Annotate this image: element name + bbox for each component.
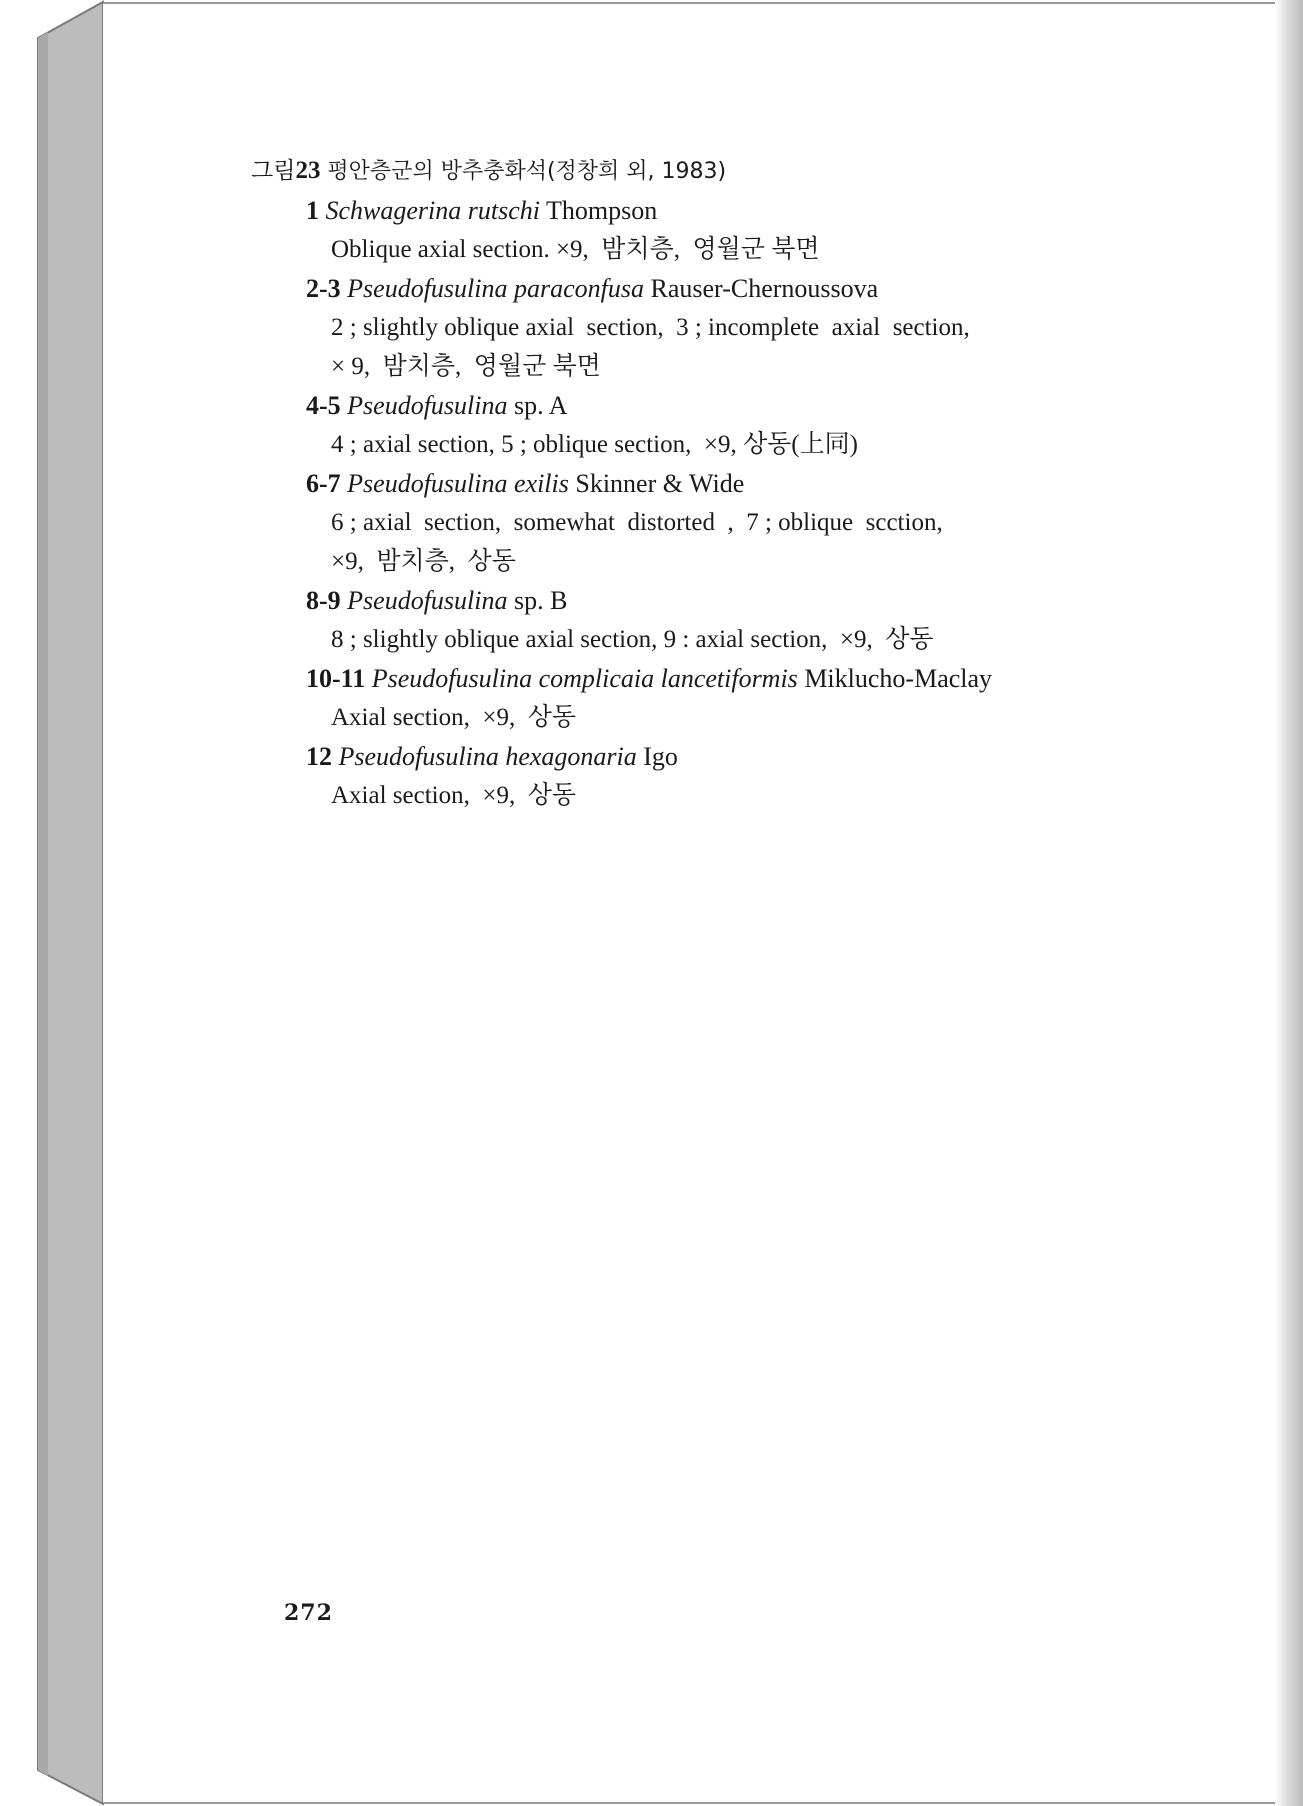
entry-description-line: 6 ; axial section, somewhat distorted , 7 ; oblique scction, bbox=[331, 509, 943, 536]
entry-heading bbox=[306, 386, 1155, 425]
entry-heading bbox=[306, 659, 1155, 698]
entry-number: 12 bbox=[306, 742, 332, 771]
entry-number: 4-5 bbox=[306, 391, 341, 420]
species-name: Pseudofusulina paraconfusa bbox=[347, 274, 645, 303]
figure-label: 그림 bbox=[251, 158, 296, 184]
entry-description-line: ×9, 밤치층, 상동 bbox=[331, 548, 516, 575]
caption-entry bbox=[306, 659, 1155, 737]
entry-description-line: Axial section, ×9, 상동 bbox=[331, 704, 577, 731]
figure-caption bbox=[251, 152, 1155, 815]
species-author: Skinner & Wide bbox=[575, 469, 745, 498]
species-author: Miklucho-Maclay bbox=[804, 664, 993, 693]
species-name: Pseudofusulina hexagonaria bbox=[338, 742, 637, 771]
entry-number: 10-11 bbox=[306, 664, 366, 693]
species-name: Pseudofusulina complicaia lancetiformis bbox=[371, 664, 798, 693]
entry-description-line: Oblique axial section. ×9, 밤치층, 영월군 북면 bbox=[331, 236, 820, 263]
species-author: sp. B bbox=[514, 586, 568, 615]
species-author: Thompson bbox=[546, 196, 658, 225]
species-author: sp. A bbox=[514, 391, 568, 420]
species-author: Igo bbox=[643, 742, 678, 771]
entry-description-line: Axial section, ×9, 상동 bbox=[331, 782, 577, 809]
entry-description-line: 8 ; slightly oblique axial section, 9 : axial section, ×9, 상동 bbox=[331, 626, 934, 653]
entry-number: 2-3 bbox=[306, 274, 341, 303]
page-number: 272 bbox=[284, 1600, 333, 1626]
caption-entry bbox=[306, 737, 1155, 815]
caption-entry bbox=[306, 191, 1155, 269]
figure-title-text: 평안층군의 방추충화석(정창희 외, 1983) bbox=[320, 159, 727, 184]
caption-entry bbox=[306, 269, 1155, 386]
figure-number: 23 bbox=[295, 157, 321, 184]
entry-heading bbox=[306, 269, 1155, 308]
species-author: Rauser-Chernoussova bbox=[650, 274, 879, 303]
book-spine bbox=[0, 0, 105, 1806]
entry-description-line: 4 ; axial section, 5 ; oblique section, ×9, 상동(上同) bbox=[331, 431, 858, 458]
entry-list bbox=[255, 191, 1155, 815]
entry-heading bbox=[306, 581, 1155, 620]
figure-title bbox=[251, 152, 1155, 191]
entry-description-line: × 9, 밤치층, 영월군 북면 bbox=[331, 353, 601, 380]
species-name: Pseudofusulina bbox=[347, 586, 508, 615]
entry-number: 1 bbox=[306, 196, 319, 225]
species-name: Pseudofusulina exilis bbox=[347, 469, 569, 498]
entry-heading bbox=[306, 464, 1155, 503]
page-edge-shadow bbox=[1275, 0, 1303, 1806]
species-name: Pseudofusulina bbox=[347, 391, 508, 420]
entry-heading bbox=[306, 737, 1155, 776]
caption-entry bbox=[306, 581, 1155, 659]
entry-number: 6-7 bbox=[306, 469, 341, 498]
caption-entry bbox=[306, 464, 1155, 581]
species-name: Schwagerina rutschi bbox=[325, 196, 540, 225]
entry-description-line: 2 ; slightly oblique axial section, 3 ; incomplete axial section, bbox=[331, 314, 970, 341]
entry-heading bbox=[306, 191, 1155, 230]
caption-entry bbox=[306, 386, 1155, 464]
entry-number: 8-9 bbox=[306, 586, 341, 615]
